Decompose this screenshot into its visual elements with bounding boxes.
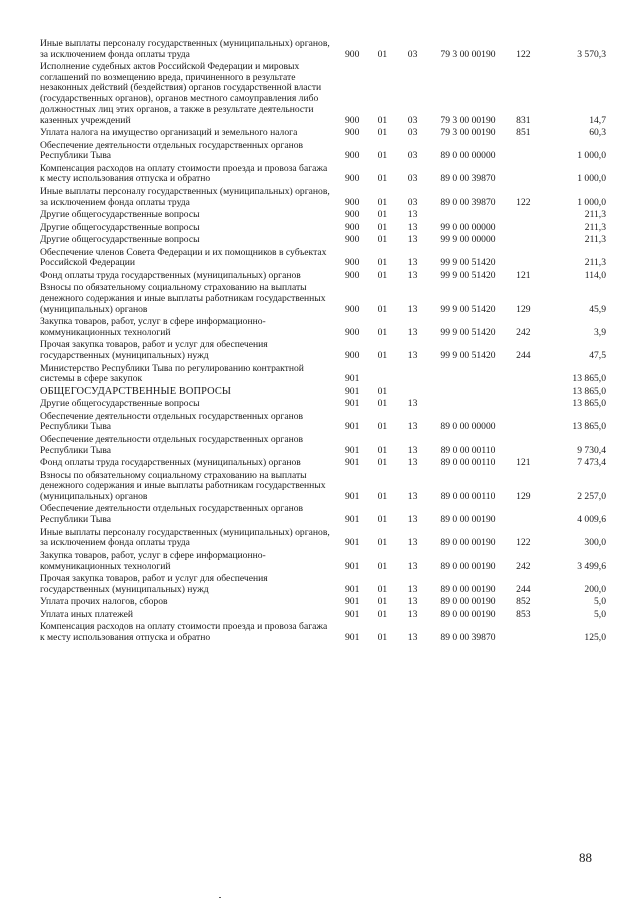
row-target-article-code: 99 9 00 51420 bbox=[440, 303, 496, 315]
row-amount: 125,0 bbox=[584, 631, 606, 643]
table-row bbox=[40, 470, 606, 504]
row-name: Фонд оплаты труда государственных (муниципальных) органов bbox=[40, 457, 301, 469]
row-section-code: 01 bbox=[377, 537, 388, 549]
row-section-code: 01 bbox=[377, 173, 388, 185]
row-expense-type-code: 242 bbox=[516, 560, 531, 572]
row-target-article-code: 89 0 00 39870 bbox=[440, 631, 496, 643]
row-section-code: 01 bbox=[377, 150, 388, 162]
row-ministry-code: 901 bbox=[345, 608, 360, 620]
row-name: Другие общегосударственные вопросы bbox=[40, 234, 200, 246]
row-name: Прочая закупка товаров, работ и услуг для обеспечения государственных (муниципальных) нужд bbox=[40, 339, 268, 362]
row-name: Уплата иных платежей bbox=[40, 608, 134, 620]
row-ministry-code: 900 bbox=[345, 209, 360, 221]
row-target-article-code: 89 0 00 00190 bbox=[440, 583, 496, 595]
table-row bbox=[40, 282, 606, 316]
table-row bbox=[40, 573, 606, 596]
row-name: Фонд оплаты труда государственных (муниципальных) органов bbox=[40, 269, 301, 281]
row-amount: 13 865,0 bbox=[572, 398, 606, 410]
row-ministry-code: 901 bbox=[345, 457, 360, 469]
row-ministry-code: 900 bbox=[345, 196, 360, 208]
row-name: Другие общегосударственные вопросы bbox=[40, 221, 200, 233]
row-amount: 211,3 bbox=[584, 221, 606, 233]
row-target-article-code: 89 0 00 00000 bbox=[440, 421, 496, 433]
row-ministry-code: 901 bbox=[345, 583, 360, 595]
row-expense-type-code: 851 bbox=[516, 127, 531, 139]
row-name: Уплата налога на имущество организаций и земельного налога bbox=[40, 127, 298, 139]
row-target-article-code bbox=[428, 209, 509, 221]
row-section-code: 01 bbox=[377, 385, 388, 397]
row-expense-type-code: 122 bbox=[516, 196, 531, 208]
row-amount: 7 473,4 bbox=[577, 457, 606, 469]
row-subsection-code: 03 bbox=[407, 150, 418, 162]
row-subsection-code: 13 bbox=[407, 257, 418, 269]
row-subsection-code bbox=[398, 363, 428, 386]
row-amount: 13 865,0 bbox=[572, 373, 606, 385]
row-ministry-code: 900 bbox=[345, 173, 360, 185]
table-row bbox=[40, 504, 606, 527]
row-target-article-code: 89 0 00 00190 bbox=[440, 608, 496, 620]
row-name: Другие общегосударственные вопросы bbox=[40, 209, 200, 221]
row-target-article-code: 89 0 00 00000 bbox=[440, 150, 496, 162]
row-expense-type-code bbox=[508, 398, 538, 410]
row-ministry-code: 900 bbox=[345, 221, 360, 233]
table-row bbox=[40, 434, 606, 457]
row-subsection-code: 13 bbox=[407, 269, 418, 281]
table-row bbox=[40, 363, 606, 386]
row-name: Обеспечение деятельности отдельных государственных органов Республики Тыва bbox=[40, 433, 304, 456]
row-subsection-code: 03 bbox=[407, 48, 418, 60]
row-amount: 3 499,6 bbox=[577, 560, 606, 572]
table-row bbox=[40, 457, 606, 469]
row-name: Обеспечение деятельности отдельных государственных органов Республики Тыва bbox=[40, 139, 304, 162]
row-amount: 60,3 bbox=[589, 127, 606, 139]
row-expense-type-code bbox=[508, 222, 538, 234]
row-target-article-code: 89 0 00 00110 bbox=[440, 490, 496, 502]
row-subsection-code: 13 bbox=[407, 421, 418, 433]
row-ministry-code: 901 bbox=[345, 444, 360, 456]
row-section-code: 01 bbox=[377, 457, 388, 469]
row-name: Обеспечение деятельности отдельных государственных органов Республики Тыва bbox=[40, 503, 304, 526]
table-row bbox=[40, 163, 606, 186]
row-section-code bbox=[367, 363, 397, 386]
row-subsection-code: 13 bbox=[407, 209, 418, 221]
row-ministry-code: 901 bbox=[345, 631, 360, 643]
row-name: Исполнение судебных актов Российской Федерации и мировых соглашений по возмещению вреда, причиненного в результате незаконных действий (бездействия) органов государственной власти (государственных органов), органов местного самоуправления либо должностных лиц этих органов, а также в результате деятельности казенных учреждений bbox=[40, 61, 322, 126]
row-name: Компенсация расходов на оплату стоимости проезда и провоза багажа к месту использования отпуска и обратно bbox=[40, 621, 328, 643]
row-amount: 5,0 bbox=[594, 608, 606, 620]
row-expense-type-code bbox=[508, 386, 538, 398]
table-row bbox=[40, 527, 606, 550]
row-target-article-code: 79 3 00 00190 bbox=[440, 48, 496, 60]
row-expense-type-code: 121 bbox=[516, 457, 531, 469]
row-target-article-code: 89 0 00 00190 bbox=[440, 514, 496, 526]
row-section-code: 01 bbox=[377, 444, 388, 456]
row-target-article-code: 89 0 00 39870 bbox=[440, 196, 496, 208]
row-ministry-code: 901 bbox=[345, 560, 360, 572]
row-ministry-code: 900 bbox=[345, 269, 360, 281]
row-target-article-code: 99 9 00 51420 bbox=[440, 269, 496, 281]
row-expense-type-code bbox=[508, 504, 538, 527]
row-name: Другие общегосударственные вопросы bbox=[40, 398, 200, 410]
page-number: 88 bbox=[579, 850, 592, 865]
row-subsection-code: 03 bbox=[407, 127, 418, 139]
row-expense-type-code bbox=[508, 163, 538, 186]
row-ministry-code: 900 bbox=[345, 257, 360, 269]
table-row bbox=[40, 38, 606, 61]
table-row bbox=[40, 186, 606, 209]
row-ministry-code: 900 bbox=[345, 127, 360, 139]
row-ministry-code: 900 bbox=[345, 48, 360, 60]
row-subsection-code: 13 bbox=[407, 444, 418, 456]
table-row bbox=[40, 247, 606, 270]
table-row bbox=[40, 609, 606, 621]
row-target-article-code: 99 9 00 51420 bbox=[440, 326, 496, 338]
row-subsection-code: 13 bbox=[407, 398, 418, 410]
row-expense-type-code bbox=[508, 234, 538, 246]
row-amount: 9 730,4 bbox=[577, 444, 606, 456]
row-amount: 300,0 bbox=[584, 537, 606, 549]
row-section-code: 01 bbox=[377, 326, 388, 338]
row-subsection-code: 13 bbox=[407, 326, 418, 338]
row-ministry-code: 901 bbox=[345, 490, 360, 502]
table-row bbox=[40, 596, 606, 608]
row-target-article-code: 99 0 00 00000 bbox=[440, 221, 496, 233]
table-row bbox=[40, 411, 606, 434]
row-expense-type-code bbox=[508, 140, 538, 163]
row-subsection-code: 13 bbox=[407, 350, 418, 362]
row-subsection-code: 13 bbox=[407, 514, 418, 526]
row-target-article-code: 99 9 00 00000 bbox=[440, 234, 496, 246]
row-name: Прочая закупка товаров, работ и услуг для обеспечения государственных (муниципальных) нужд bbox=[40, 572, 268, 595]
table-row bbox=[40, 209, 606, 221]
row-ministry-code: 901 bbox=[345, 421, 360, 433]
row-subsection-code: 13 bbox=[407, 537, 418, 549]
row-subsection-code: 03 bbox=[407, 196, 418, 208]
row-target-article-code: 89 0 00 00190 bbox=[440, 537, 496, 549]
row-subsection-code: 13 bbox=[407, 596, 418, 608]
row-section-code: 01 bbox=[377, 196, 388, 208]
row-amount: 14,7 bbox=[589, 114, 606, 126]
row-section-code: 01 bbox=[377, 596, 388, 608]
row-expense-type-code: 122 bbox=[516, 537, 531, 549]
row-expense-type-code: 122 bbox=[516, 48, 531, 60]
row-amount: 5,0 bbox=[594, 596, 606, 608]
row-amount: 4 009,6 bbox=[577, 514, 606, 526]
row-ministry-code: 901 bbox=[345, 398, 360, 410]
row-target-article-code bbox=[428, 398, 509, 410]
table-row bbox=[40, 316, 606, 339]
row-section-code: 01 bbox=[377, 514, 388, 526]
row-amount: 1 000,0 bbox=[577, 196, 606, 208]
row-subsection-code: 13 bbox=[407, 234, 418, 246]
row-name: Взносы по обязательному социальному страхованию на выплаты денежного содержания и иные выплаты работникам государственных (муниципальных) органов bbox=[40, 469, 326, 502]
row-amount: 45,9 bbox=[589, 303, 606, 315]
budget-table-body bbox=[40, 38, 606, 644]
row-target-article-code: 79 3 00 00190 bbox=[440, 127, 496, 139]
row-expense-type-code: 831 bbox=[516, 114, 531, 126]
row-section-code: 01 bbox=[377, 583, 388, 595]
row-name: Иные выплаты персоналу государственных (муниципальных) органов, за исключением фонда оплаты труда bbox=[40, 526, 330, 549]
row-section-code: 01 bbox=[377, 234, 388, 246]
row-subsection-code bbox=[398, 386, 428, 398]
row-amount: 211,3 bbox=[584, 234, 606, 246]
row-subsection-code: 13 bbox=[407, 631, 418, 643]
row-amount: 1 000,0 bbox=[577, 173, 606, 185]
row-subsection-code: 13 bbox=[407, 221, 418, 233]
row-target-article-code bbox=[428, 363, 509, 386]
row-expense-type-code: 244 bbox=[516, 583, 531, 595]
row-amount: 211,3 bbox=[584, 257, 606, 269]
table-row bbox=[40, 140, 606, 163]
row-name: Взносы по обязательному социальному страхованию на выплаты денежного содержания и иные выплаты работникам государственных (муниципальных) органов bbox=[40, 282, 326, 315]
row-section-code: 01 bbox=[377, 269, 388, 281]
row-amount: 200,0 bbox=[584, 583, 606, 595]
table-row bbox=[40, 550, 606, 573]
row-amount: 13 865,0 bbox=[572, 385, 606, 397]
row-section-code: 01 bbox=[377, 490, 388, 502]
row-amount: 211,3 bbox=[584, 209, 606, 221]
row-subsection-code: 03 bbox=[407, 173, 418, 185]
row-ministry-code: 901 bbox=[345, 596, 360, 608]
table-row bbox=[40, 398, 606, 410]
row-amount: 114,0 bbox=[584, 269, 606, 281]
row-section-code: 01 bbox=[377, 350, 388, 362]
row-amount: 47,5 bbox=[589, 350, 606, 362]
row-section-code: 01 bbox=[377, 421, 388, 433]
row-ministry-code: 901 bbox=[345, 373, 360, 385]
table-row bbox=[40, 339, 606, 362]
row-amount: 3,9 bbox=[594, 326, 606, 338]
row-expense-type-code: 129 bbox=[516, 490, 531, 502]
row-amount: 1 000,0 bbox=[577, 150, 606, 162]
row-ministry-code: 901 bbox=[345, 537, 360, 549]
row-subsection-code: 03 bbox=[407, 114, 418, 126]
row-section-code: 01 bbox=[377, 127, 388, 139]
row-target-article-code: 89 0 00 00190 bbox=[440, 596, 496, 608]
row-expense-type-code: 121 bbox=[516, 269, 531, 281]
row-name: Закупка товаров, работ, услуг в сфере информационно-коммуникационных технологий bbox=[40, 316, 266, 338]
row-target-article-code: 89 0 00 39870 bbox=[440, 173, 496, 185]
row-expense-type-code bbox=[508, 434, 538, 457]
row-subsection-code: 13 bbox=[407, 457, 418, 469]
table-row bbox=[40, 270, 606, 282]
row-section-code: 01 bbox=[377, 48, 388, 60]
row-subsection-code: 13 bbox=[407, 490, 418, 502]
row-name: ОБЩЕГОСУДАРСТВЕННЫЕ ВОПРОСЫ bbox=[40, 385, 232, 397]
row-expense-type-code: 244 bbox=[516, 350, 531, 362]
row-name: Обеспечение членов Совета Федерации и их помощников в субъектах Российской Федерации bbox=[40, 246, 327, 269]
row-expense-type-code bbox=[508, 363, 538, 386]
row-name: Закупка товаров, работ, услуг в сфере информационно-коммуникационных технологий bbox=[40, 549, 266, 572]
row-expense-type-code bbox=[508, 621, 538, 644]
row-amount: 2 257,0 bbox=[577, 490, 606, 502]
row-subsection-code: 13 bbox=[407, 560, 418, 572]
row-section-code: 01 bbox=[377, 221, 388, 233]
row-target-article-code: 89 0 00 00110 bbox=[440, 457, 496, 469]
row-section-code: 01 bbox=[377, 560, 388, 572]
table-row bbox=[40, 127, 606, 139]
row-name: Министерство Республики Тыва по регулированию контрактной системы в сфере закупок bbox=[40, 362, 304, 385]
row-target-article-code: 79 3 00 00190 bbox=[440, 114, 496, 126]
row-section-code: 01 bbox=[377, 303, 388, 315]
row-amount: 13 865,0 bbox=[572, 421, 606, 433]
row-expense-type-code bbox=[508, 247, 538, 270]
row-target-article-code: 89 0 00 00110 bbox=[440, 444, 496, 456]
row-section-code: 01 bbox=[377, 398, 388, 410]
row-ministry-code: 901 bbox=[345, 385, 360, 397]
row-amount: 3 570,3 bbox=[577, 48, 606, 60]
row-expense-type-code: 129 bbox=[516, 303, 531, 315]
budget-table bbox=[40, 38, 606, 644]
row-ministry-code: 900 bbox=[345, 234, 360, 246]
row-name: Компенсация расходов на оплату стоимости проезда и провоза багажа к месту использования отпуска и обратно bbox=[40, 162, 328, 185]
row-name: Обеспечение деятельности отдельных государственных органов Республики Тыва bbox=[40, 410, 304, 433]
row-subsection-code: 13 bbox=[407, 583, 418, 595]
table-row bbox=[40, 386, 606, 398]
row-target-article-code: 99 9 00 51420 bbox=[440, 350, 496, 362]
row-subsection-code: 13 bbox=[407, 303, 418, 315]
row-section-code: 01 bbox=[377, 631, 388, 643]
table-row bbox=[40, 222, 606, 234]
table-row bbox=[40, 234, 606, 246]
row-expense-type-code bbox=[508, 209, 538, 221]
row-ministry-code: 901 bbox=[345, 514, 360, 526]
row-ministry-code: 900 bbox=[345, 150, 360, 162]
row-expense-type-code: 853 bbox=[516, 608, 531, 620]
row-expense-type-code: 242 bbox=[516, 326, 531, 338]
row-section-code: 01 bbox=[377, 257, 388, 269]
row-section-code: 01 bbox=[377, 209, 388, 221]
row-ministry-code: 900 bbox=[345, 326, 360, 338]
row-target-article-code: 99 9 00 51420 bbox=[440, 257, 496, 269]
scan-speck bbox=[219, 897, 221, 898]
row-name: Уплата прочих налогов, сборов bbox=[40, 596, 168, 608]
row-expense-type-code: 852 bbox=[516, 596, 531, 608]
row-name: Иные выплаты персоналу государственных (муниципальных) органов, за исключением фонда оплаты труда bbox=[40, 37, 330, 60]
row-ministry-code: 900 bbox=[345, 303, 360, 315]
row-ministry-code: 900 bbox=[345, 114, 360, 126]
row-ministry-code: 900 bbox=[345, 350, 360, 362]
table-row bbox=[40, 621, 606, 644]
table-row bbox=[40, 61, 606, 127]
row-target-article-code: 89 0 00 00190 bbox=[440, 560, 496, 572]
row-section-code: 01 bbox=[377, 608, 388, 620]
row-name: Иные выплаты персоналу государственных (муниципальных) органов, за исключением фонда оплаты труда bbox=[40, 185, 330, 208]
row-expense-type-code bbox=[508, 411, 538, 434]
row-subsection-code: 13 bbox=[407, 608, 418, 620]
row-section-code: 01 bbox=[377, 114, 388, 126]
row-target-article-code bbox=[428, 386, 509, 398]
